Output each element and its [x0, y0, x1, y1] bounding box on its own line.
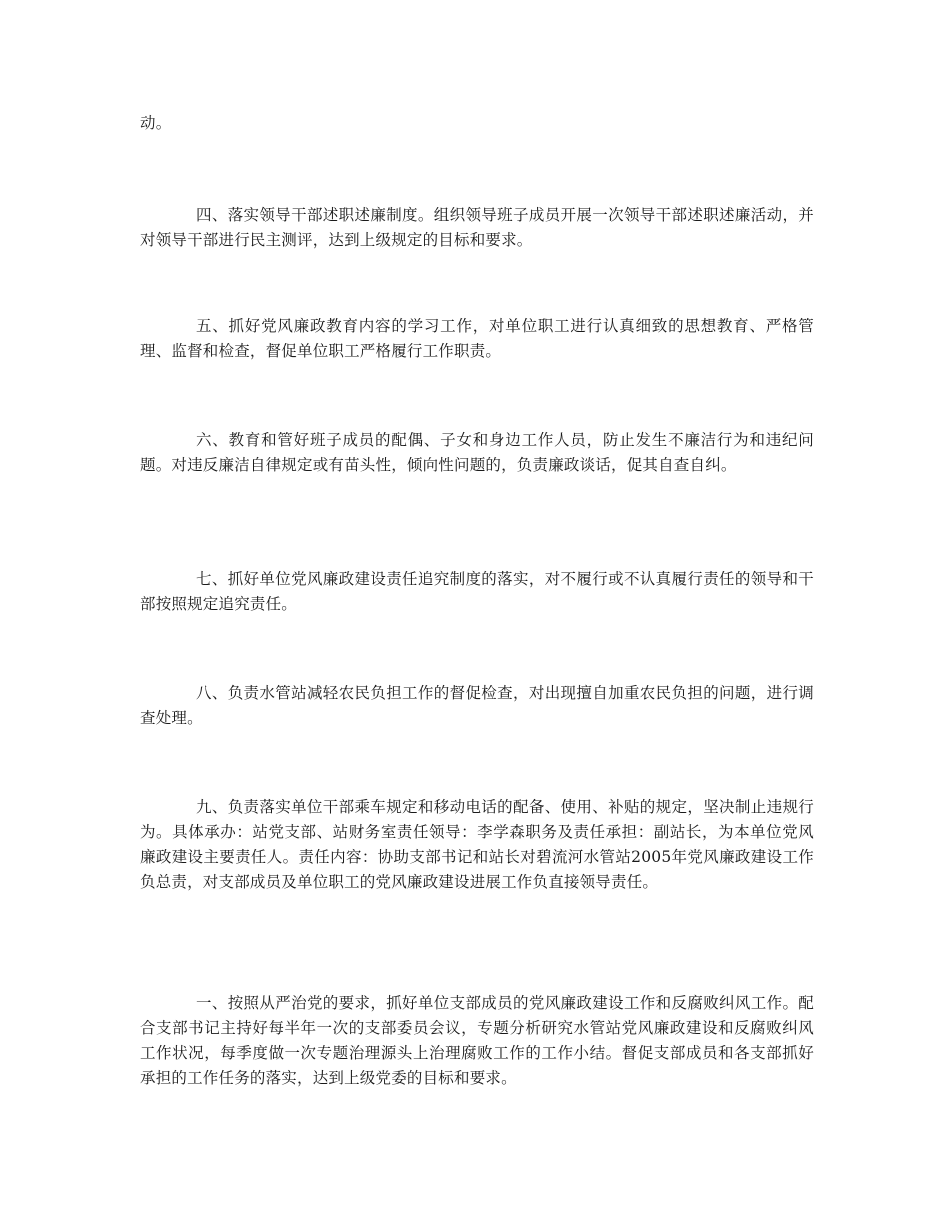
paragraph-item-9: 九、负责落实单位干部乘车规定和移动电话的配备、使用、补贴的规定，坚决制止违规行为。具体承办：站党支部、站财务室责任领导：李学森职务及责任承担：副站长，为本单位党风廉政建设主要责任人。责任内容：协助支部书记和站长对碧流河水管站2005年党风廉政建设工作负总责，对支部成员及单位职工的党风廉政建设进展工作负直接领导责任。 [140, 798, 814, 891]
paragraph-item-4: 四、落实领导干部述职述廉制度。组织领导班子成员开展一次领导干部述职述廉活动，并对领导干部进行民主测评，达到上级规定的目标和要求。 [140, 206, 814, 249]
paragraph-item-5: 五、抓好党风廉政教育内容的学习工作，对单位职工进行认真细致的思想教育、严格管理、监督和检查，督促单位职工严格履行工作职责。 [140, 317, 814, 360]
paragraph-continuation: 动。 [140, 114, 172, 132]
document-page [140, 0, 814, 1229]
paragraph-item-1: 一、按照从严治党的要求，抓好单位支部成员的党风廉政建设工作和反腐败纠风工作。配合支部书记主持好每半年一次的支部委员会议，专题分析研究水管站党风廉政建设和反腐败纠风工作状况，每季度做一次专题治理源头上治理腐败工作的工作小结。督促支部成员和各支部抓好承担的工作任务的落实，达到上级党委的目标和要求。 [140, 994, 814, 1087]
paragraph-item-8: 八、负责水管站减轻农民负担工作的督促检查，对出现擅自加重农民负担的问题，进行调查处理。 [140, 684, 814, 727]
paragraph-item-6: 六、教育和管好班子成员的配偶、子女和身边工作人员，防止发生不廉洁行为和违纪问题。对违反廉洁自律规定或有苗头性，倾向性问题的，负责廉政谈话，促其自查自纠。 [140, 431, 814, 474]
paragraph-item-7: 七、抓好单位党风廉政建设责任追究制度的落实，对不履行或不认真履行责任的领导和干部按照规定追究责任。 [140, 570, 814, 613]
